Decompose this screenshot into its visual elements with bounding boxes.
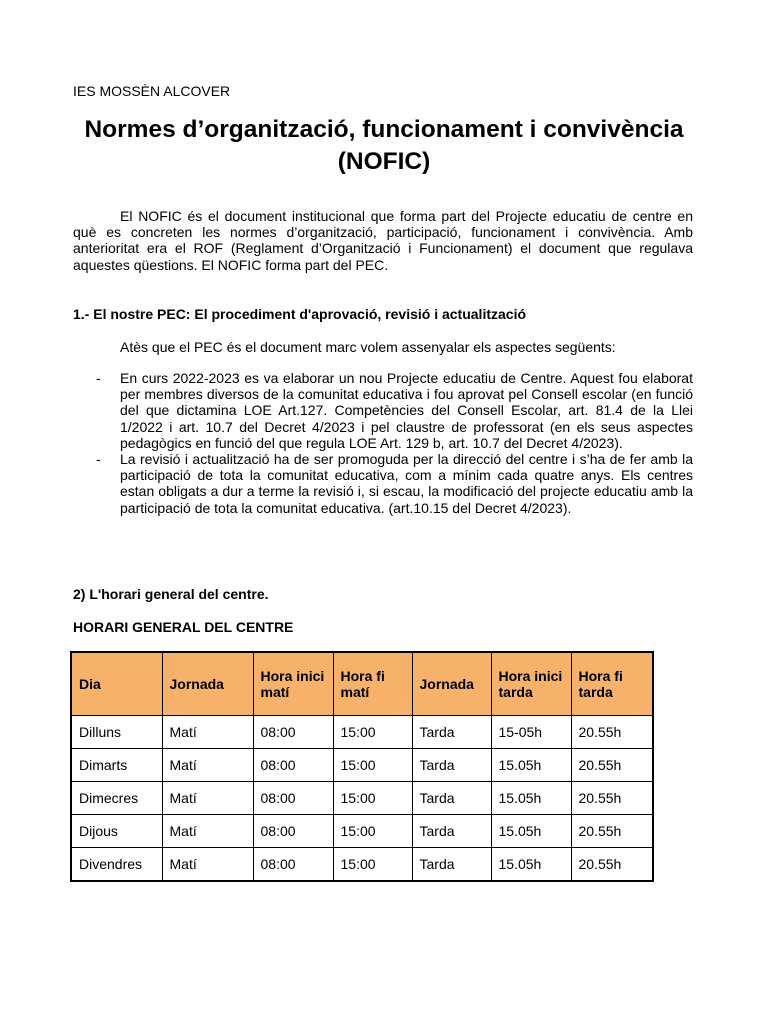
table-cell: Matí — [162, 848, 253, 882]
list-item-text: En curs 2022-2023 es va elaborar un nou Projecte educatiu de Centre. Aquest fou elaborat per membres diversos de la comunitat educativa i fou aprovat pel Consell escolar (en funció del que dictamina LOE Art.127. Competències del Consell Escolar, art. 81.4 de la Llei 1/2022 i art. 10.7 del Decret 4/2023 i pel claustre de professorat (en els seus aspectes pedagògics en funció del que regula LOE Art. 129 b, art. 10.7 del Decret 4/2023). — [120, 370, 693, 451]
table-cell: 15.05h — [491, 815, 571, 848]
table-cell: 15.05h — [491, 848, 571, 882]
table-cell: Tarda — [412, 848, 491, 882]
list-item-text: La revisió i actualització ha de ser promoguda per la direcció del centre i s’ha de fer amb la participació de tota la comunitat educativa, com a mínim cada quatre anys. Els centres estan obligats a dur a terme la revisió i, si escau, la modificació del projecte educatiu amb la participació de tota la comunitat educativa. (art.10.15 del Decret 4/2023). — [120, 451, 693, 516]
table-cell: 15-05h — [491, 716, 571, 749]
table-cell: 20.55h — [571, 782, 653, 815]
table-cell: Divendres — [71, 848, 162, 882]
table-cell: 08:00 — [253, 749, 333, 782]
bullet-dash: - — [96, 451, 101, 468]
table-row — [71, 782, 653, 815]
table-header-row — [71, 652, 653, 716]
column-header: Hora inici matí — [253, 652, 333, 716]
section-2-heading: 2) L'horari general del centre. — [73, 586, 269, 602]
table-cell: Matí — [162, 716, 253, 749]
list-item — [73, 451, 693, 516]
table-title: HORARI GENERAL DEL CENTRE — [73, 619, 294, 635]
table-cell: Tarda — [412, 815, 491, 848]
table-row — [71, 716, 653, 749]
table-cell: Dilluns — [71, 716, 162, 749]
column-header: Hora fi matí — [333, 652, 412, 716]
table-cell: 15:00 — [333, 848, 412, 882]
list-item — [73, 370, 693, 451]
table-cell: 20.55h — [571, 716, 653, 749]
intro-paragraph: El NOFIC és el document institucional que forma part del Projecte educatiu de centre en què es concreten les normes d’organització, participació, funcionament i convivència. Amb anterioritat era el ROF (Reglament d’Organització i Funcionament) el document que regulava aquestes qüestions. El NOFIC forma part del PEC. — [73, 208, 693, 273]
table-cell: Dijous — [71, 815, 162, 848]
table-cell: Matí — [162, 749, 253, 782]
school-name: IES MOSSÈN ALCOVER — [73, 83, 231, 99]
table-cell: Tarda — [412, 782, 491, 815]
table-cell: 08:00 — [253, 815, 333, 848]
column-header: Hora fi tarda — [571, 652, 653, 716]
table-cell: 20.55h — [571, 848, 653, 882]
table-cell: 20.55h — [571, 749, 653, 782]
table-cell: Matí — [162, 815, 253, 848]
column-header: Jornada — [412, 652, 491, 716]
schedule-table — [70, 651, 654, 882]
column-header: Hora inici tarda — [491, 652, 571, 716]
table-cell: 15:00 — [333, 749, 412, 782]
table-cell: 15.05h — [491, 749, 571, 782]
table-cell: Tarda — [412, 716, 491, 749]
column-header: Jornada — [162, 652, 253, 716]
table-row — [71, 749, 653, 782]
table-cell: Dimecres — [71, 782, 162, 815]
table-cell: Tarda — [412, 749, 491, 782]
table-cell: 15:00 — [333, 815, 412, 848]
column-header: Dia — [71, 652, 162, 716]
table-cell: 08:00 — [253, 848, 333, 882]
section-1-list — [73, 370, 693, 516]
table-cell: 15.05h — [491, 782, 571, 815]
table-row — [71, 815, 653, 848]
table-cell: 08:00 — [253, 782, 333, 815]
table-cell: 20.55h — [571, 815, 653, 848]
table-cell: Dimarts — [71, 749, 162, 782]
table-cell: 08:00 — [253, 716, 333, 749]
table-cell: 15:00 — [333, 782, 412, 815]
section-1-lead: Atès que el PEC és el document marc volem assenyalar els aspectes següents: — [120, 339, 616, 355]
bullet-dash: - — [96, 370, 101, 386]
table-cell: Matí — [162, 782, 253, 815]
page-title: Normes d’organització, funcionament i convivència (NOFIC) — [84, 116, 684, 175]
table-row — [71, 848, 653, 882]
table-cell: 15:00 — [333, 716, 412, 749]
section-1-heading: 1.- El nostre PEC: El procediment d'aprovació, revisió i actualització — [73, 306, 527, 322]
